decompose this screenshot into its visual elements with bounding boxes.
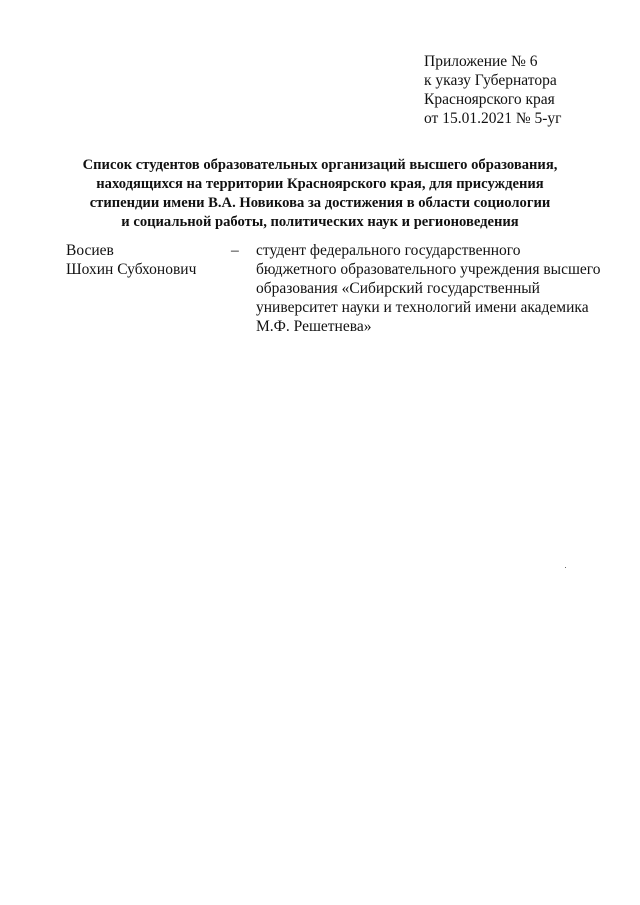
title-line: находящихся на территории Красноярского края, для присуждения <box>96 176 544 192</box>
description-line: М.Ф. Решетнева» <box>256 318 372 335</box>
appendix-line: Красноярского края <box>424 91 555 108</box>
name-line: Шохин Субхонович <box>66 261 197 278</box>
title-line: Список студентов образовательных организаций высшего образования, <box>82 157 558 173</box>
description-line: студент федерального государственного <box>256 242 521 259</box>
entry-dash: – <box>231 242 239 259</box>
description-line: бюджетного образовательного учреждения высшего <box>256 261 601 278</box>
appendix-line: к указу Губернатора <box>424 72 557 89</box>
appendix-line: Приложение № 6 <box>424 53 538 70</box>
title-line: стипендии имени В.А. Новикова за достижения в области социологии <box>89 195 551 211</box>
description-line: университет науки и технологий имени академика <box>256 299 589 316</box>
appendix-header <box>424 52 562 128</box>
description-line: образования «Сибирский государственный <box>256 280 540 297</box>
scan-speck <box>565 567 566 568</box>
student-name <box>66 241 196 279</box>
student-description <box>256 241 601 336</box>
appendix-line: от 15.01.2021 № 5-уг <box>424 110 562 127</box>
document-title <box>40 156 600 232</box>
name-line: Восиев <box>66 242 114 259</box>
title-line: и социальной работы, политических наук и регионоведения <box>121 214 519 230</box>
